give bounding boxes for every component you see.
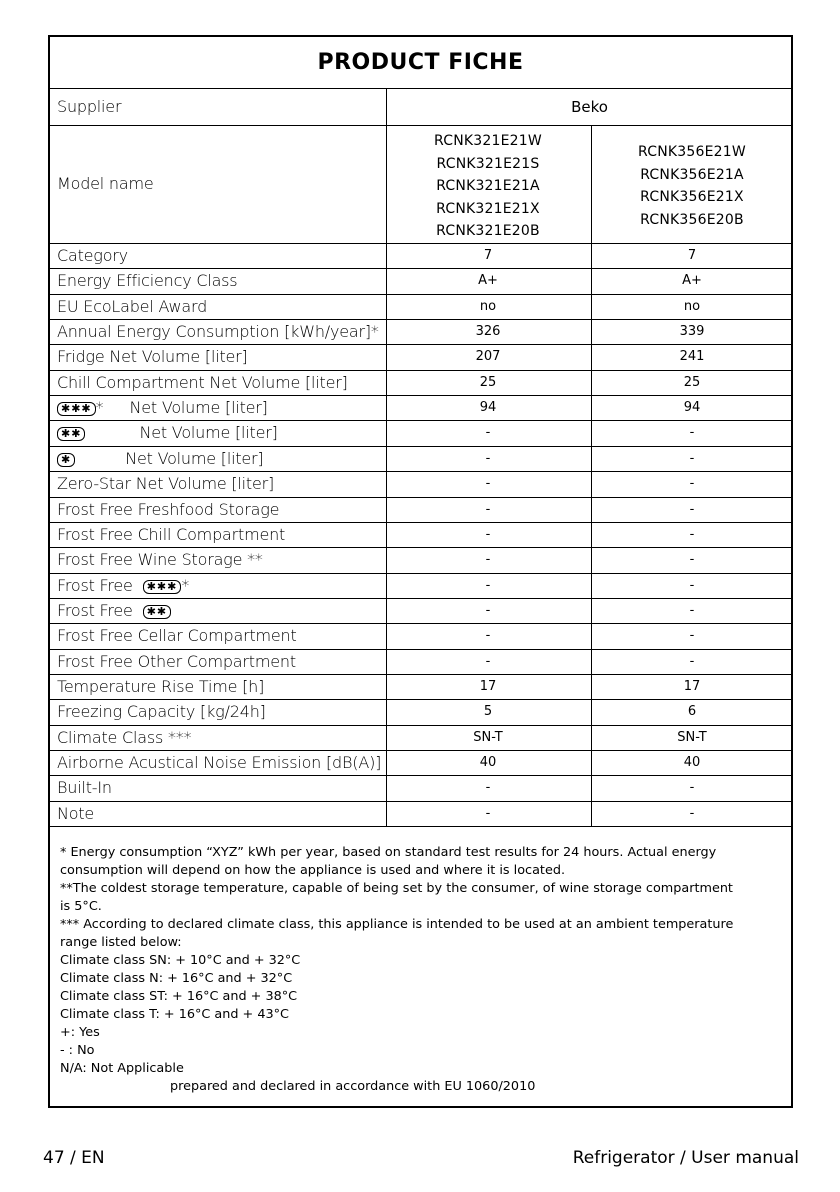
value-model-1: - [485,577,491,593]
value-model-1: - [485,805,491,821]
value-model-1: A+ [478,273,498,289]
footnote-line: Climate class ST: + 16°C and + 38°C [60,989,298,1004]
value-model-2: - [689,552,695,568]
value-model-2: 7 [687,248,697,263]
row-label: Frost Free Freshfood Storage [57,499,280,519]
star-rating-icon: ✱✱✱ [57,402,96,416]
value-model-2: - [689,526,695,542]
row-label: Built-In [57,778,112,798]
model-code: RCNK321E21W [434,133,542,149]
value-model-2: 6 [687,704,697,720]
value-model-2: - [689,501,695,517]
row-label: EU EcoLabel Award [57,296,208,316]
row-label: Frost Free Cellar Compartment [57,626,297,646]
row-label: Temperature Rise Time [h] [57,676,265,696]
page-number: 47 / EN [43,1148,105,1168]
model-code: RCNK356E21W [638,144,746,160]
row-label-text: Frost Free [57,600,133,620]
value-model-2: A+ [682,273,702,289]
row-label: Fridge Net Volume [liter] [57,347,248,367]
row-label-text: Frost Free [57,575,133,595]
model-code: RCNK321E21S [436,155,540,172]
footnote-line: Climate class N: + 16°C and + 32°C [60,971,293,986]
model-code: RCNK321E20B [436,223,540,239]
row-label: Freezing Capacity [kg/24h] [57,702,266,722]
star-suffix: * [95,398,104,418]
row-label-text: Net Volume [liter] [129,398,268,418]
footnote-line: range listed below: [60,935,182,950]
row-label: Chill Compartment Net Volume [liter] [57,372,348,392]
value-model-1: 5 [483,704,493,720]
value-model-2: - [689,805,695,821]
row-label: Energy Efficiency Class [57,271,238,291]
footnote-line: Climate class SN: + 10°C and + 32°C [60,953,301,968]
column-divider [386,89,387,826]
star-rating-icon: ✱✱ [143,605,171,619]
supplier-label: Supplier [57,97,122,116]
value-model-1: 25 [479,374,497,390]
row-label [50,598,385,623]
footnote-line: N/A: Not Applicable [60,1061,184,1076]
footnotes [60,844,780,1096]
value-model-2: SN-T [677,729,707,745]
value-model-1: - [485,780,491,796]
value-model-1: 326 [475,324,501,340]
row-label: Note [57,803,95,823]
row-label: Frost Free Wine Storage ** [57,550,263,570]
row-label [50,446,385,471]
model-list-1 [386,130,590,243]
row-label: Annual Energy Consumption [kWh/year]* [57,322,379,342]
value-model-1: - [485,526,491,542]
footnote-line: *** According to declared climate class, this appliance is intended to be used at an ambient temperature [60,917,734,932]
value-model-2: 25 [683,374,701,390]
value-model-1: SN-T [473,729,503,745]
row-label: Climate Class *** [57,727,192,747]
row-label [50,573,385,598]
star-suffix: * [181,575,190,595]
value-model-1: - [485,653,491,669]
value-model-1: - [485,628,491,644]
value-model-2: - [689,425,695,441]
row-label: Zero-Star Net Volume [liter] [57,474,275,494]
value-model-2: - [689,476,695,492]
model-code: RCNK356E21X [640,189,744,205]
value-model-1: no [479,298,497,314]
row-divider [50,826,791,827]
value-model-2: - [689,653,695,669]
supplier-value: Beko [571,98,608,116]
value-model-1: 7 [483,248,493,263]
row-label-text: Net Volume [liter] [125,448,264,468]
model-code: RCNK321E21A [436,178,540,194]
value-model-2: no [683,298,701,314]
model-code: RCNK356E21A [640,166,744,183]
value-model-2: 339 [679,324,705,340]
model-code: RCNK356E20B [640,211,744,228]
value-model-2: 241 [679,349,705,365]
document-title: Refrigerator / User manual [572,1148,799,1168]
model-name-label: Model name [57,174,154,193]
value-model-2: 40 [683,755,701,770]
model-list-2 [591,141,793,231]
row-label: Frost Free Other Compartment [57,651,296,671]
value-model-1: 40 [479,755,497,770]
footnote-line: Climate class T: + 16°C and + 43°C [60,1007,289,1022]
footnote-line: consumption will depend on how the appliance is used and where it is located. [60,863,566,878]
value-model-1: - [485,602,491,618]
footnote-line: +: Yes [60,1025,100,1040]
star-rating-icon: ✱✱✱ [143,580,182,594]
value-model-1: - [485,552,491,568]
value-model-2: - [689,602,695,618]
value-model-1: 17 [479,678,497,694]
value-model-1: - [485,501,491,517]
footnote-line: * Energy consumption “XYZ” kWh per year, based on standard test results for 24 hours. Actual energy [60,845,717,860]
value-model-1: - [485,476,491,492]
value-model-2: - [689,577,695,593]
row-label-text: Net Volume [liter] [139,423,278,443]
fiche-title: PRODUCT FICHE [50,37,791,89]
column-divider [591,125,592,826]
row-label [50,395,385,420]
value-model-1: - [485,425,491,441]
model-code: RCNK321E21X [436,200,540,217]
row-label: Airborne Acustical Noise Emission [dB(A)] [57,753,382,772]
value-model-2: - [689,450,695,466]
value-model-1: - [485,450,491,466]
product-fiche-table [48,35,793,1108]
value-model-1: 94 [479,400,497,416]
value-model-1: 207 [475,349,501,365]
row-label: Category [57,246,128,265]
value-model-2: 17 [683,678,701,694]
value-model-2: - [689,628,695,644]
star-rating-icon: ✱ [57,453,75,467]
row-label [50,420,385,445]
row-label: Frost Free Chill Compartment [57,524,286,544]
footnote-line: is 5°C. [60,899,102,914]
star-rating-icon: ✱✱ [57,427,85,441]
value-model-2: 94 [683,400,701,416]
footnote-line: **The coldest storage temperature, capable of being set by the consumer, of wine storage compartment [60,881,733,896]
footnote-line: prepared and declared in accordance with EU 1060/2010 [170,1079,536,1094]
footnote-line: - : No [60,1043,95,1058]
value-model-2: - [689,780,695,796]
